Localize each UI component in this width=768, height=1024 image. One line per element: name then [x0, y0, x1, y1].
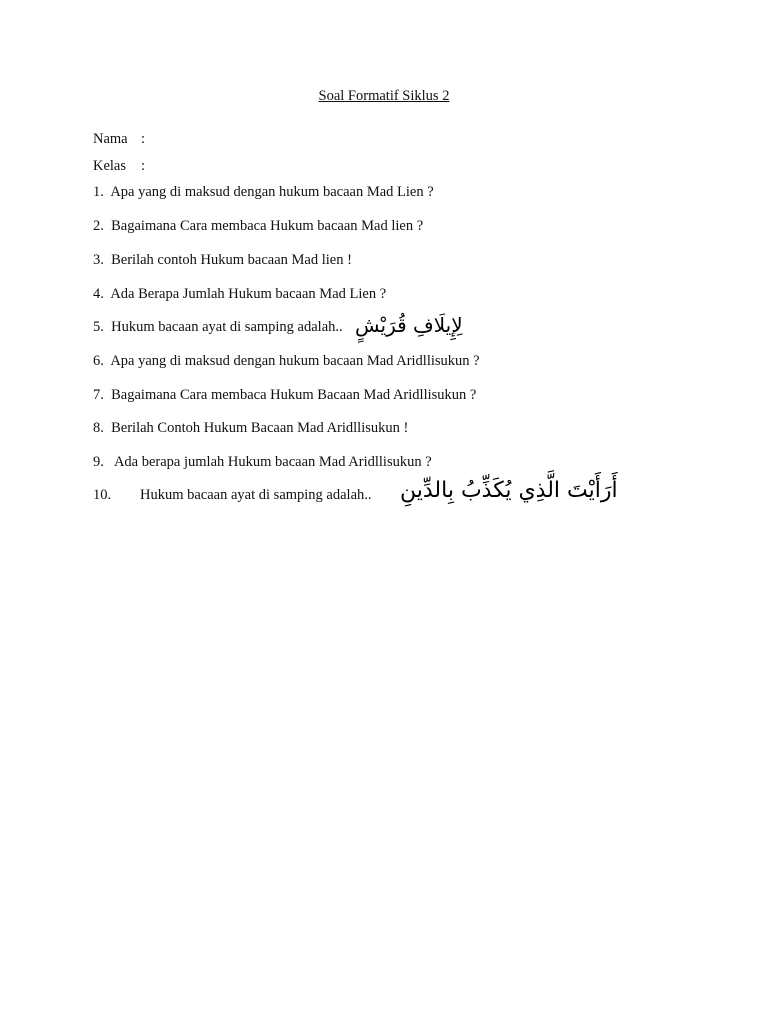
question-text: Bagaimana Cara membaca Hukum bacaan Mad lien ?: [111, 218, 424, 234]
question-10: [93, 487, 372, 504]
field-label: Nama: [93, 131, 128, 147]
question-number: 1.: [93, 184, 104, 200]
document-title: Soal Formatif Siklus 2: [318, 88, 450, 104]
question-6: [93, 353, 480, 370]
question-text: Hukum bacaan ayat di samping adalah..: [111, 319, 343, 335]
question-text: Berilah contoh Hukum bacaan Mad lien !: [111, 252, 352, 268]
question-number: 6.: [93, 353, 104, 369]
question-text: Apa yang di maksud dengan hukum bacaan Mad Aridllisukun ?: [110, 353, 480, 369]
question-number: 10.: [93, 487, 112, 503]
field-separator: :: [141, 158, 146, 174]
question-text: Ada Berapa Jumlah Hukum bacaan Mad Lien ?: [110, 286, 387, 302]
question-number: 2.: [93, 218, 104, 234]
question-text: Berilah Contoh Hukum Bacaan Mad Aridllisukun !: [111, 420, 409, 436]
question-text: Ada berapa jumlah Hukum bacaan Mad Aridllisukun ?: [113, 454, 432, 470]
question-9: [93, 454, 432, 471]
question-7: [93, 387, 476, 404]
field-kelas: [93, 158, 145, 175]
field-separator: :: [141, 131, 146, 147]
question-2: [93, 218, 423, 235]
question-number: 7.: [93, 387, 104, 403]
field-nama: [93, 131, 145, 148]
question-8: [93, 420, 408, 437]
question-3: [93, 252, 352, 269]
question-number: 4.: [93, 286, 104, 302]
question-5: [93, 319, 343, 336]
question-text: Apa yang di maksud dengan hukum bacaan Mad Lien ?: [110, 184, 434, 200]
question-4: [93, 286, 386, 303]
question-number: 8.: [93, 420, 104, 436]
arabic-verse-10: أَرَأَيْتَ الَّذِي يُكَذِّبُ بِالدِّينِ: [400, 478, 618, 503]
question-number: 3.: [93, 252, 104, 268]
question-number: 9.: [93, 454, 104, 470]
field-label: Kelas: [93, 158, 127, 174]
question-1: [93, 184, 434, 201]
question-number: 5.: [93, 319, 104, 335]
question-text: Bagaimana Cara membaca Hukum Bacaan Mad Aridllisukun ?: [111, 387, 477, 403]
arabic-verse-5: لِإِيلَافِ قُرَيْشٍ: [355, 313, 463, 337]
question-text: Hukum bacaan ayat di samping adalah..: [140, 487, 372, 503]
